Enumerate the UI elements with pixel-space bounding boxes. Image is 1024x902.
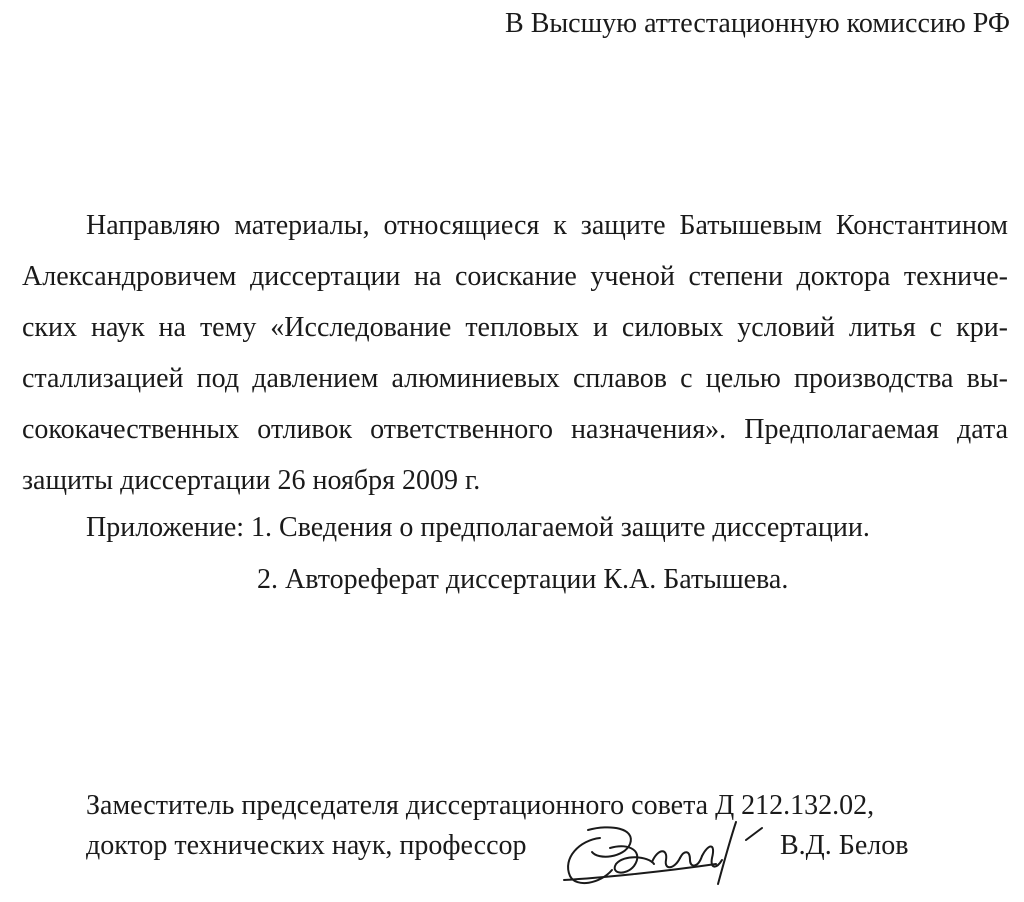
body-line-3: ских наук на тему «Исследование тепловых и силовых условий литья с кри- [22, 312, 1008, 343]
addressee: В Высшую аттестационную комиссию РФ [505, 8, 1010, 39]
attachment-line-2: 2. Автореферат диссертации К.А. Батышева. [257, 564, 789, 595]
handwritten-signature [540, 818, 780, 898]
body-line-2: Александровичем диссертации на соискание ученой степени доктора техниче- [22, 261, 1008, 292]
letter-body [22, 200, 1008, 506]
signer-position: Заместитель председателя диссертационного совета Д 212.132.02, [86, 790, 875, 821]
signer-name: В.Д. Белов [780, 830, 909, 861]
body-line-5: сококачественных отливок ответственного назначения». Предполагаемая дата [22, 414, 1008, 445]
signer-title: доктор технических наук, профессор [86, 830, 527, 861]
attachment-line-1: Приложение: 1. Сведения о предполагаемой защите диссертации. [86, 512, 870, 543]
attachments [86, 502, 870, 606]
body-line-1: Направляю материалы, относящиеся к защите Батышевым Константином [86, 210, 1008, 241]
body-line-6: защиты диссертации 26 ноября 2009 г. [22, 465, 481, 496]
body-line-4: сталлизацией под давлением алюминиевых сплавов с целью производства вы- [22, 363, 1008, 394]
